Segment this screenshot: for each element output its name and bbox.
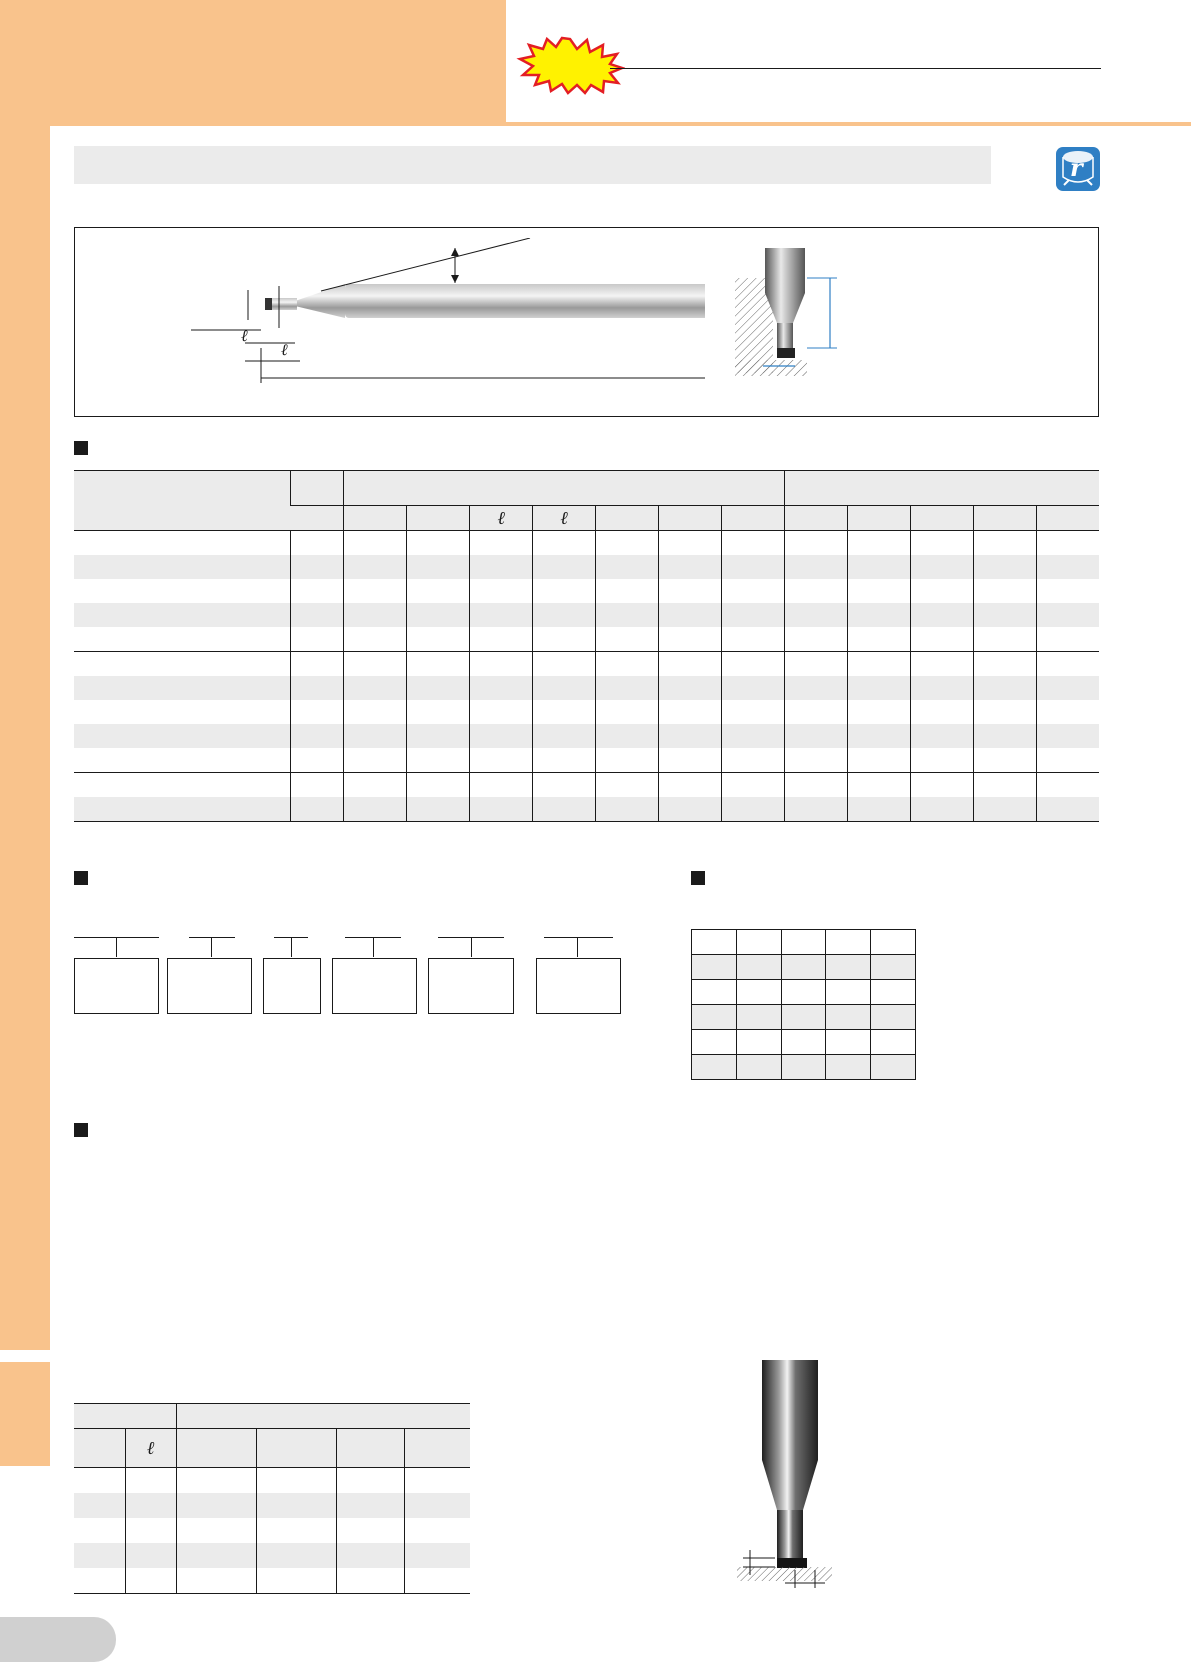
left-tab-lower — [0, 1362, 50, 1466]
radius-tool-icon — [1056, 147, 1100, 191]
header-divider — [50, 124, 1191, 126]
spec-row — [74, 579, 1099, 603]
radius-badge-letter: r — [1070, 153, 1083, 182]
spec-row — [74, 627, 1099, 652]
drawing-label-ell-a: ℓ — [241, 326, 248, 345]
code-tick-6 — [577, 937, 578, 957]
code-bracket-6 — [544, 937, 613, 938]
spec-header-ell-2: ℓ — [533, 506, 596, 531]
section-marker-code — [74, 871, 88, 885]
drawing-label-ell-b: ℓ — [281, 340, 288, 359]
code-box-4 — [332, 958, 417, 1014]
tool-photo — [735, 1360, 835, 1595]
left-tab-top — [0, 0, 506, 124]
code-tick-2 — [211, 937, 212, 957]
tool-drawing-box — [74, 227, 1099, 417]
code-tick-3 — [291, 937, 292, 957]
code-bracket-2 — [189, 937, 235, 938]
code-box-5 — [428, 958, 514, 1014]
spec-row — [74, 531, 1099, 556]
section-marker-stock — [691, 871, 705, 885]
header-rule — [610, 68, 1101, 69]
product-title-bar — [74, 146, 991, 184]
spec-row — [74, 773, 1099, 798]
code-box-3 — [263, 958, 321, 1014]
spec-row — [74, 797, 1099, 822]
code-tick-5 — [471, 937, 472, 957]
page-number-tab — [0, 1617, 116, 1662]
spec-header-sign — [291, 471, 344, 506]
code-tick-1 — [116, 937, 117, 957]
spec-header-dimensions — [344, 471, 785, 506]
section-marker-cutting — [74, 1123, 88, 1137]
spec-row — [74, 555, 1099, 579]
cutting-header-ell: ℓ — [125, 1429, 176, 1468]
spec-header-ell-1: ℓ — [470, 506, 533, 531]
spec-row — [74, 676, 1099, 700]
spec-header-model — [74, 471, 291, 531]
code-box-1 — [74, 958, 159, 1014]
starburst-new-icon — [515, 35, 625, 95]
code-box-2 — [167, 958, 252, 1014]
left-tab-side — [0, 124, 50, 1350]
spec-table — [74, 470, 1099, 822]
tool-side-view — [185, 238, 705, 408]
code-tick-4 — [373, 937, 374, 957]
spec-row — [74, 652, 1099, 677]
tool-in-pocket-view — [735, 248, 855, 388]
code-box-6 — [536, 958, 621, 1014]
section-marker-specs — [74, 441, 88, 455]
spec-row — [74, 700, 1099, 724]
spec-header-stock — [784, 471, 1099, 506]
spec-body — [74, 531, 1099, 822]
spec-row — [74, 603, 1099, 627]
stock-table — [691, 929, 916, 1080]
spec-row — [74, 748, 1099, 773]
cutting-conditions-table — [74, 1403, 470, 1594]
spec-row — [74, 724, 1099, 748]
